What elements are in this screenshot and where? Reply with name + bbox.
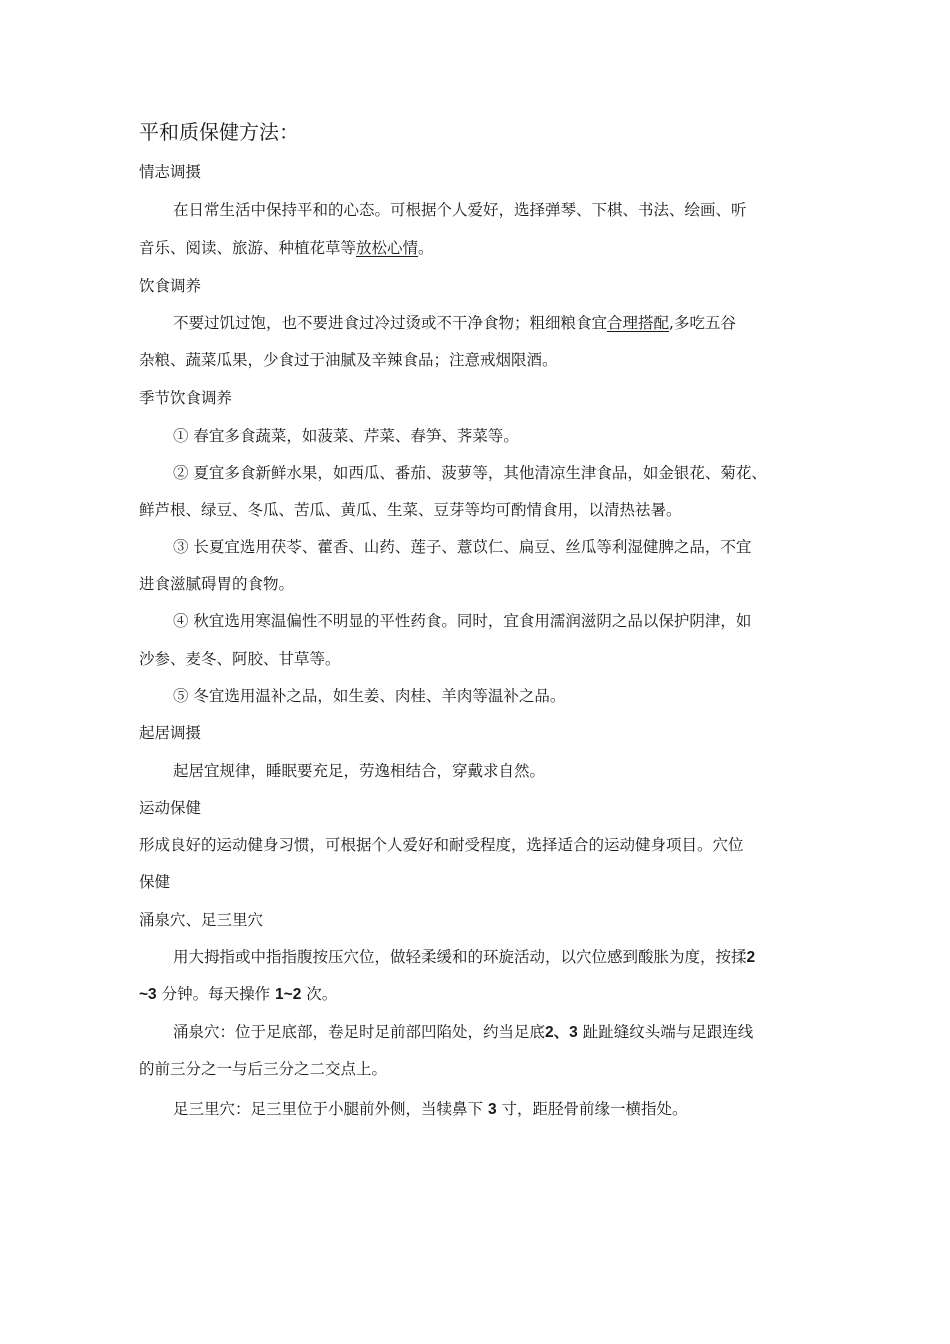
- acupoint-text: 用大拇指或中指指腹按压穴位，做轻柔缓和的环旋活动，以穴位感到酸胀为度，按揉: [173, 948, 747, 966]
- diet-text-tail: ,多吃五谷: [669, 314, 736, 332]
- relax-mood-link[interactable]: 放松心情: [356, 239, 419, 257]
- seasonal-item-summer-line-2: 鲜芦根、绿豆、冬瓜、苦瓜、黄瓜、生菜、豆芽等均可酌情食用，以清热祛暑。: [139, 501, 682, 519]
- period: 。: [418, 239, 434, 257]
- section-heading-seasonal: 季节饮食调养: [139, 389, 233, 407]
- zusanli-text: 足三里穴：足三里位于小腿前外侧，当犊鼻下: [173, 1100, 488, 1118]
- yongquan-paragraph-line-1: [173, 1022, 753, 1043]
- acupoint-text: 分钟。每天操作: [156, 985, 276, 1003]
- seasonal-item-autumn-line-1: ④ 秋宜选用寒温偏性不明显的平性药食。同时，宜食用濡润滋阴之品以保护阴津，如: [173, 612, 752, 630]
- reasonable-match-link[interactable]: 合理搭配: [607, 314, 670, 332]
- emotion-text: 音乐、阅读、旅游、种植花草等: [139, 239, 357, 257]
- yongquan-number: 2、3: [545, 1024, 578, 1041]
- zusanli-paragraph: [173, 1099, 688, 1120]
- emotion-paragraph-line-1: 在日常生活中保持平和的心态。可根据个人爱好，选择弹琴、下棋、书法、绘画、听: [173, 201, 747, 219]
- section-heading-living: 起居调摄: [139, 724, 202, 742]
- zusanli-text: 寸，距胫骨前缘一横指处。: [496, 1100, 688, 1118]
- section-heading-acupoint: 涌泉穴、足三里穴: [139, 911, 264, 929]
- exercise-paragraph-line-2: 保健: [139, 873, 171, 891]
- acupoint-paragraph-line-1: [173, 947, 755, 968]
- yongquan-text: 涌泉穴：位于足底部，卷足时足前部凹陷处，约当足底: [173, 1023, 546, 1041]
- seasonal-item-spring: ① 春宜多食蔬菜，如菠菜、芹菜、春笋、荠菜等。: [173, 427, 519, 445]
- acupoint-number: ~3: [139, 986, 157, 1003]
- section-heading-exercise: 运动保健: [139, 799, 202, 817]
- zusanli-number: 3: [487, 1101, 497, 1118]
- seasonal-item-late-summer-line-1: ③ 长夏宜选用茯苓、藿香、山药、莲子、薏苡仁、扁豆、丝瓜等利湿健脾之品，不宜: [173, 538, 752, 556]
- acupoint-paragraph-line-2: [139, 984, 337, 1005]
- diet-text: 不要过饥过饱，也不要进食过冷过烫或不干净食物；粗细粮食宜: [173, 314, 608, 332]
- living-paragraph: 起居宜规律，睡眠要充足，劳逸相结合，穿戴求自然。: [173, 762, 546, 780]
- diet-paragraph-line-1: [173, 313, 736, 333]
- seasonal-item-late-summer-line-2: 进食滋腻碍胃的食物。: [139, 575, 295, 593]
- acupoint-number: 1~2: [275, 986, 302, 1003]
- seasonal-item-winter: ⑤ 冬宜选用温补之品，如生姜、肉桂、羊肉等温补之品。: [173, 687, 566, 705]
- page-title: 平和质保健方法：: [139, 120, 299, 144]
- section-heading-diet: 饮食调养: [139, 277, 202, 295]
- exercise-paragraph-line-1: 形成良好的运动健身习惯，可根据个人爱好和耐受程度，选择适合的运动健身项目。穴位: [139, 836, 744, 854]
- seasonal-item-summer-line-1: ② 夏宜多食新鲜水果，如西瓜、番茄、菠萝等，其他清凉生津食品，如金银花、菊花、: [173, 464, 767, 482]
- acupoint-text: 次。: [301, 985, 338, 1003]
- diet-paragraph-line-2: 杂粮、蔬菜瓜果，少食过于油腻及辛辣食品；注意戒烟限酒。: [139, 351, 558, 369]
- acupoint-number: 2: [746, 949, 756, 966]
- yongquan-paragraph-line-2: 的前三分之一与后三分之二交点上。: [139, 1060, 388, 1078]
- seasonal-item-autumn-line-2: 沙参、麦冬、阿胶、甘草等。: [139, 650, 341, 668]
- section-heading-emotion: 情志调摄: [139, 163, 202, 181]
- yongquan-text: 趾趾缝纹头端与足跟连线: [577, 1023, 754, 1041]
- emotion-paragraph-line-2: [139, 238, 434, 258]
